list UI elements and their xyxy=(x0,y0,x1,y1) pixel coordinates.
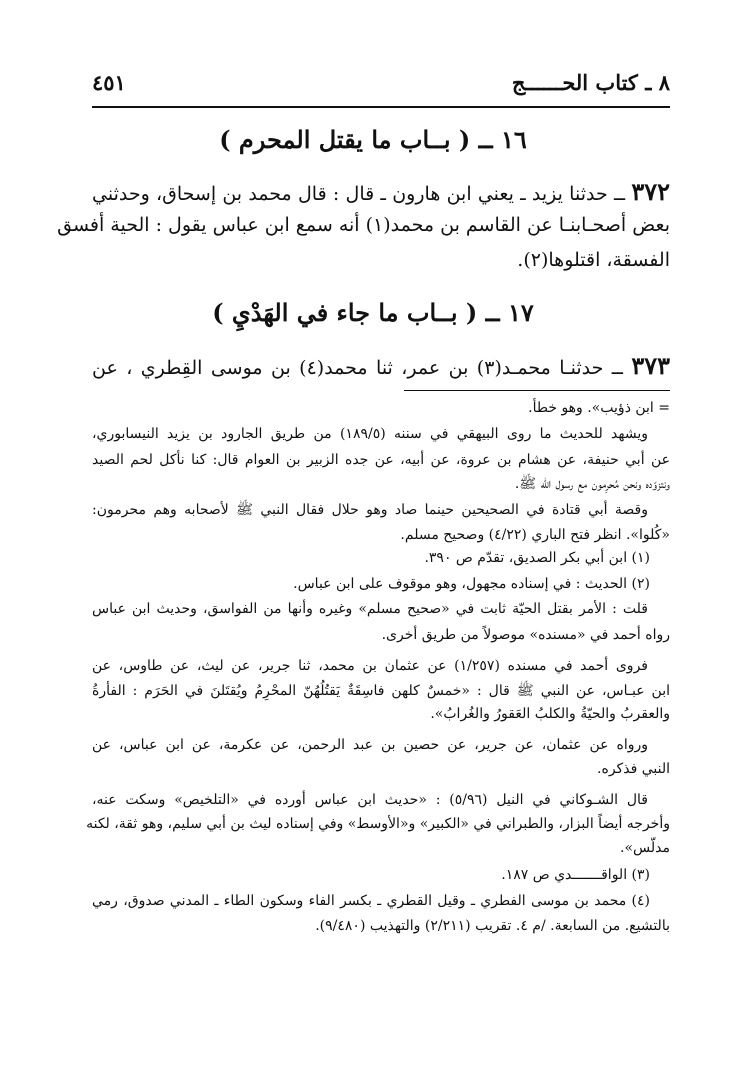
hadith-372-line-2: بعض أصحـابنـا عن القاسم بن محمد(١) أنه سمع ابن عباس يقول : الحية أفسق xyxy=(57,214,670,236)
page-header xyxy=(92,62,670,108)
footnote-line: = ابن ذؤيب». وهو خطأ. xyxy=(528,400,670,416)
page-number: ٤٥١ xyxy=(92,70,126,95)
footnote-line: عن أبي حنيفة، عن هشام بن عروة، عن أبيه، عن جده الزبير بن العوام قال: كنا نأكل لحم الصيد xyxy=(92,452,670,468)
hadith-373-line xyxy=(92,351,670,380)
footnote-line: والعقربُ والحيّةُ والكلبُ العَقورُ والغُرابُ». xyxy=(430,706,670,722)
hadith-373-number: ٣٧٣ xyxy=(631,351,670,380)
hadith-372-line-3: الفسقة، اقتلوها(٢). xyxy=(517,249,670,271)
footnote-line: ابن عبـاس، عن النبي ﷺ قال : «خمسٌ كلهن فاسِقَةٌ يَقتُلُهُنّ المحْرِمُ ويُقتَلنَ في الحَرَم : الفأرةُ xyxy=(92,683,670,699)
chapter-title: ٨ ـ كتاب الحــــــج xyxy=(511,70,670,95)
hadith-372-number: ٣٧٢ xyxy=(631,177,670,206)
footnote-line: النبي فذكره. xyxy=(597,761,670,777)
footnote-3: (٣) الواقـــــــدي ص ١٨٧. xyxy=(501,867,650,883)
hadith-372-line-1 xyxy=(92,177,670,206)
footnote-2: (٢) الحديث : في إسناده مجهول، وهو موقوف على ابن عباس. xyxy=(293,576,650,592)
footnote-line: فروى أحمد في مسنده (١/٢٥٧) عن عثمان بن محمد، ثنا جرير، عن ليث، عن طاوس، عن xyxy=(92,658,648,674)
footnote-line: وقصة أبي قتادة في الصحيحين حينما صاد وهو حلال فقال النبي ﷺ لأصحابه وهم محرمون: xyxy=(92,502,648,518)
footnote-line: وأخرجه أيضاً البزار، والطبراني في «الكبير» و«الأوسط» وفي إسناده ليث بن أبي سليم، وهو ثقة، لكنه xyxy=(86,816,670,832)
footnote-line: «كُلوا». انظر فتح الباري (٤/٢٢) وصحيح مسلم. xyxy=(400,527,670,543)
footnote-line: رواه أحمد في «مسنده» موصولاً من طريق أخرى. xyxy=(381,627,670,643)
section-16-heading: ١٦ ــ ( بــاب ما يقتل المحرم ) xyxy=(219,125,527,154)
footnote-separator xyxy=(404,390,670,391)
section-17-heading: ١٧ ــ ( بــاب ما جاء في الهَدْيِ ) xyxy=(212,298,534,327)
footnote-1: (١) ابن أبي بكر الصديق، تقدّم ص ٣٩٠. xyxy=(424,550,650,566)
footnote-line: قال الشـوكاني في النيل (٥/٩٦) : «حديث ابن عباس أورده في «التلخيص» وسكت عنه، xyxy=(92,792,649,808)
footnote-line: ورواه عن عثمان، عن جرير، عن حصين بن عبد الرحمن، عن عكرمة، عن ابن عباس، عن xyxy=(92,737,648,753)
footnote-line: بالتشيع. من السابعة. /م ٤. تقريب (٢/٢١١) والتهذيب (٩/٤٨٠). xyxy=(315,918,670,934)
hadith-373-text: ــ حدثنـا محمـد(٣) بن عمر، ثنا محمد(٤) بن موسى القِطري ، عن xyxy=(92,357,623,379)
footnote-line: ويشهد للحديث ما روى البيهقي في سننه (١٨٩/٥) من طريق الجارود بن يزيد النيسابوري، xyxy=(92,426,648,442)
footnote-line: ونتزوّده ونحن مُحرِمون مع رسول الله ﷺ. xyxy=(514,476,670,492)
footnote-line: مدلّس». xyxy=(620,840,670,856)
footnote-4: (٤) محمد بن موسى الفطري ـ وقيل القطري ـ بكسر الفاء وسكون الطاء ـ المدني صدوق، رمي xyxy=(92,893,650,909)
hadith-372-text: ــ حدثنا يزيد ـ يعني ابن هارون ـ قال : قال محمد بن إسحاق، وحدثني xyxy=(92,183,626,205)
footnote-line: قلت : الأمر بقتل الحيّة ثابت في «صحيح مسلم» وغيره وأنها من الفواسق، وحديث ابن عباس xyxy=(92,601,648,617)
